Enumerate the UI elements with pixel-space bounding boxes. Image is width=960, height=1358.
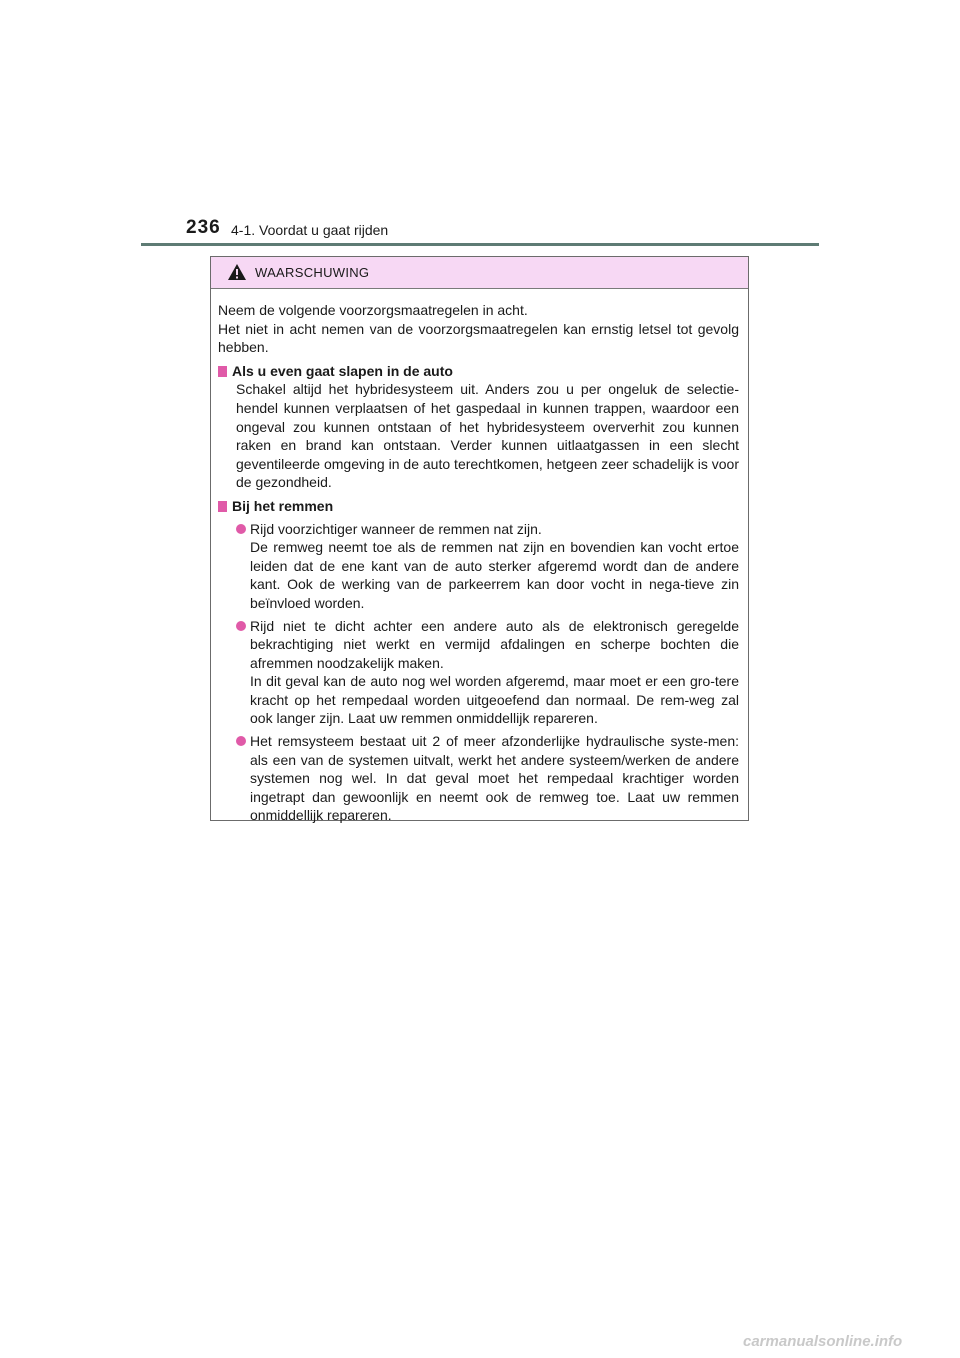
intro-line-2: Het niet in acht nemen van de voorzorgsmaatregelen kan ernstig letsel tot gevolg hebben. [218, 320, 739, 356]
section-heading-braking [218, 497, 739, 516]
section-heading-sleeping [218, 362, 739, 381]
section-paragraph-sleeping: Schakel altijd het hybridesysteem uit. Anders zou u per ongeluk de selectie-hendel kunnen verplaatsen of het gaspedaal in kunnen trappen, waardoor een ongeval zou kunnen ontstaan of het hybridesysteem oververhit zou kunnen raken en brand kan ontstaan. Verder kunnen uitlaatgassen in een slecht geventileerde omgeving in de auto terechtkomen, hetgeen zeer schadelijk is voor de gezondheid. [236, 381, 739, 491]
list-item-text [250, 732, 739, 825]
list-item-line: De remweg neemt toe als de remmen nat zijn en bovendien kan vocht ertoe leiden dat de ene kant van de auto sterker afgeremd wordt dan de andere kant. Ook de werking van de parkeerrem kan door vocht in nega-tieve zin beïnvloed worden. [250, 539, 739, 611]
list-item-text [250, 617, 739, 729]
intro-line-1: Neem de volgende voorzorgsmaatregelen in acht. [218, 302, 528, 318]
footer-watermark: carmanualsonline.info [743, 1333, 903, 1350]
warning-title: WAARSCHUWING [255, 265, 370, 280]
circle-bullet-icon [236, 524, 246, 534]
list-item [236, 732, 739, 825]
circle-bullet-icon [236, 621, 246, 631]
section-heading-text: Bij het remmen [232, 497, 334, 514]
section-title: 4-1. Voordat u gaat rijden [231, 222, 389, 238]
warning-header [211, 257, 748, 289]
list-item-line: In dit geval kan de auto nog wel worden afgeremd, maar moet er een gro-tere kracht op het rempedaal worden uitgeoefend dan normaal. De rem-weg zal ook langer zijn. Laat uw remmen onmiddellijk repareren. [250, 673, 739, 727]
circle-bullet-icon [236, 736, 246, 746]
warning-intro [218, 301, 739, 357]
square-bullet-icon [218, 501, 227, 512]
warning-box [210, 256, 749, 824]
list-item-text [250, 520, 739, 613]
list-item-line: Rijd niet te dicht achter een andere auto als de elektronisch geregelde bekrachtiging niet werkt en vermijd afdalingen en scherpe bochten die afremmen noodzakelijk maken. [250, 617, 739, 671]
warning-triangle-icon [227, 263, 247, 281]
list-item-line: Het remsysteem bestaat uit 2 of meer afzonderlijke hydraulische syste-men: als een van de systemen uitvalt, werkt het andere systeem/werken de andere systemen nog wel. In dat geval moet het rempedaal krachtiger worden ingetrapt dan gewoonlijk en neemt ook de remweg toe. Laat uw remmen onmiddellijk repareren. [250, 733, 739, 824]
warning-body [211, 289, 748, 825]
page-number: 236 [186, 217, 221, 238]
list-item [236, 520, 739, 613]
square-bullet-icon [218, 366, 227, 377]
list-item-line: Rijd voorzichtiger wanneer de remmen nat zijn. [250, 520, 542, 537]
list-item [236, 617, 739, 729]
header-rule [141, 243, 819, 246]
section-heading-text: Als u even gaat slapen in de auto [232, 362, 453, 379]
